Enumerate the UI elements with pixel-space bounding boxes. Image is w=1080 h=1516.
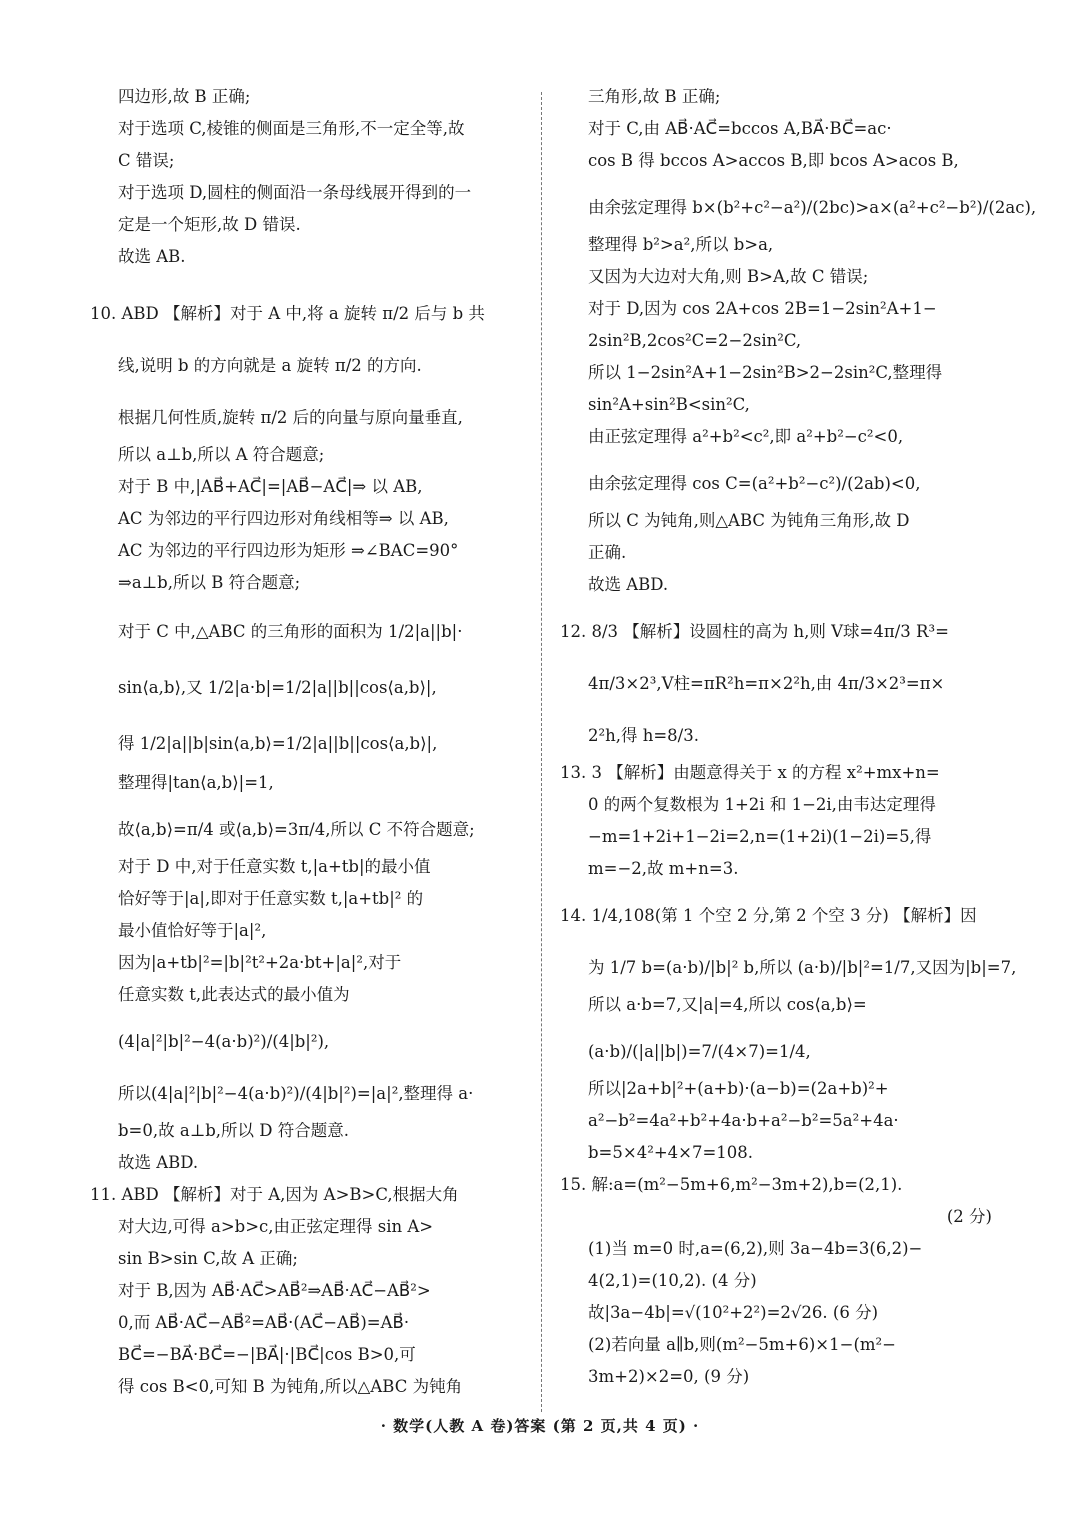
text-line: 正确. bbox=[588, 543, 627, 562]
text-line: 故选 AB. bbox=[118, 247, 186, 266]
text-line: 故|3a−4b|=√(10²+2²)=2√26. (6 分) bbox=[588, 1303, 879, 1322]
text-line: 线,说明 b 的方向就是 a 旋转 π/2 的方向. bbox=[118, 356, 422, 375]
text-line: 为 1/7 b=(a·b)/|b|² b,所以 (a·b)/|b|²=1/7,又因为|b|=7, bbox=[588, 958, 1017, 977]
text-line: 对大边,可得 a>b>c,由正弦定理得 sin A> bbox=[118, 1217, 434, 1236]
text-line: −m=1+2i+1−2i=2,n=(1+2i)(1−2i)=5,得 bbox=[588, 827, 932, 846]
text-line: 2sin²B,2cos²C=2−2sin²C, bbox=[588, 331, 802, 350]
text-line: 所以 C 为钝角,则△ABC 为钝角三角形,故 D bbox=[588, 511, 910, 530]
text-line: 恰好等于|a|,即对于任意实数 t,|a+tb|² 的 bbox=[118, 889, 424, 908]
text-line: 最小值恰好等于|a|², bbox=[118, 921, 267, 940]
text-line: 对于选项 D,圆柱的侧面沿一条母线展开得到的一 bbox=[118, 183, 472, 202]
text-line: sin²A+sin²B<sin²C, bbox=[588, 395, 750, 414]
text-line: 对于 C 中,△ABC 的三角形的面积为 1/2|a||b|· bbox=[118, 622, 463, 641]
text-line: 整理得|tan⟨a,b⟩|=1, bbox=[118, 773, 274, 792]
text-line: 2²h,得 h=8/3. bbox=[588, 726, 699, 745]
text-line: b=0,故 a⊥b,所以 D 符合题意. bbox=[118, 1121, 349, 1140]
text-line: 故选 ABD. bbox=[588, 575, 669, 594]
text-line: 4(2,1)=(10,2). (4 分) bbox=[588, 1271, 757, 1290]
text-line: 对于选项 C,棱锥的侧面是三角形,不一定全等,故 bbox=[118, 119, 465, 138]
text-line: 对于 B 中,|AB⃗+AC⃗|=|AB⃗−AC⃗|⇒ 以 AB, bbox=[118, 477, 423, 496]
text-line: 对于 C,由 AB⃗·AC⃗=bccos A,BA⃗·BC⃗=ac· bbox=[588, 119, 892, 138]
text-line: 12. 8/3 【解析】设圆柱的高为 h,则 V球=4π/3 R³= bbox=[560, 622, 949, 641]
text-line: 0 的两个复数根为 1+2i 和 1−2i,由韦达定理得 bbox=[588, 795, 936, 814]
text-line: 三角形,故 B 正确; bbox=[588, 87, 721, 106]
text-line: 0,而 AB⃗·AC⃗−AB⃗²=AB⃗·(AC⃗−AB⃗)=AB⃗· bbox=[118, 1313, 410, 1332]
text-line: AC 为邻边的平行四边形对角线相等⇒ 以 AB, bbox=[118, 509, 449, 528]
text-line: AC 为邻边的平行四边形为矩形 ⇒∠BAC=90° bbox=[118, 541, 459, 560]
text-line: 所以(4|a|²|b|²−4(a·b)²)/(4|b|²)=|a|²,整理得 a· bbox=[118, 1084, 474, 1103]
text-line: 15. 解:a=(m²−5m+6,m²−3m+2),b=(2,1). bbox=[560, 1175, 903, 1194]
text-line: C 错误; bbox=[118, 151, 175, 170]
text-line: 所以 a⊥b,所以 A 符合题意; bbox=[118, 445, 325, 464]
text-line: BC⃗=−BA⃗·BC⃗=−|BA⃗|·|BC⃗|cos B>0,可 bbox=[118, 1345, 416, 1364]
text-line: 由余弦定理得 b×(b²+c²−a²)/(2bc)>a×(a²+c²−b²)/(2ac), bbox=[588, 198, 1037, 217]
text-line: 10. ABD 【解析】对于 A 中,将 a 旋转 π/2 后与 b 共 bbox=[90, 304, 485, 323]
text-line: 根据几何性质,旋转 π/2 后的向量与原向量垂直, bbox=[118, 408, 463, 427]
text-line: sin⟨a,b⟩,又 1/2|a·b|=1/2|a||b||cos⟨a,b⟩|, bbox=[118, 678, 437, 697]
text-line: 又因为大边对大角,则 B>A,故 C 错误; bbox=[588, 267, 869, 286]
text-line: 对于 D,因为 cos 2A+cos 2B=1−2sin²A+1− bbox=[588, 299, 937, 318]
text-line: (4|a|²|b|²−4(a·b)²)/(4|b|²), bbox=[118, 1032, 330, 1051]
text-line: cos B 得 bccos A>accos B,即 bcos A>acos B, bbox=[588, 151, 959, 170]
page-footer: · 数学(人教 A 卷)答案 (第 2 页,共 4 页) · bbox=[380, 1417, 700, 1435]
text-line: 得 1/2|a||b|sin⟨a,b⟩=1/2|a||b||cos⟨a,b⟩|, bbox=[118, 734, 438, 753]
text-line: (a·b)/(|a||b|)=7/(4×7)=1/4, bbox=[588, 1042, 811, 1061]
text-line: 11. ABD 【解析】对于 A,因为 A>B>C,根据大角 bbox=[90, 1185, 459, 1204]
text-line: 所以 a·b=7,又|a|=4,所以 cos⟨a,b⟩= bbox=[588, 995, 867, 1014]
text-line: 整理得 b²>a²,所以 b>a, bbox=[588, 235, 774, 254]
text-line: 4π/3×2³,V柱=πR²h=π×2²h,由 4π/3×2³=π× bbox=[588, 674, 945, 693]
text-line: 四边形,故 B 正确; bbox=[118, 87, 251, 106]
text-line: 13. 3 【解析】由题意得关于 x 的方程 x²+mx+n= bbox=[560, 763, 940, 782]
text-line: (2 分) bbox=[946, 1207, 992, 1226]
text-line: 3m+2)×2=0, (9 分) bbox=[588, 1367, 750, 1386]
text-line: 得 cos B<0,可知 B 为钝角,所以△ABC 为钝角 bbox=[118, 1377, 463, 1396]
right-column bbox=[560, 86, 1037, 1398]
text-line: (1)当 m=0 时,a=(6,2),则 3a−4b=3(6,2)− bbox=[588, 1239, 923, 1258]
text-line: ⇒a⊥b,所以 B 符合题意; bbox=[118, 573, 301, 592]
text-line: 由正弦定理得 a²+b²<c²,即 a²+b²−c²<0, bbox=[588, 427, 904, 446]
text-line: 故⟨a,b⟩=π/4 或⟨a,b⟩=3π/4,所以 C 不符合题意; bbox=[118, 820, 475, 839]
text-line: 因为|a+tb|²=|b|²t²+2a·bt+|a|²,对于 bbox=[118, 953, 402, 972]
text-line: 所以|2a+b|²+(a+b)·(a−b)=(2a+b)²+ bbox=[588, 1079, 889, 1098]
text-line: 定是一个矩形,故 D 错误. bbox=[118, 215, 301, 234]
text-line: m=−2,故 m+n=3. bbox=[588, 859, 739, 878]
text-line: 对于 B,因为 AB⃗·AC⃗>AB⃗²⇒AB⃗·AC⃗−AB⃗²> bbox=[118, 1281, 431, 1300]
text-line: 由余弦定理得 cos C=(a²+b²−c²)/(2ab)<0, bbox=[588, 474, 921, 493]
text-line: 任意实数 t,此表达式的最小值为 bbox=[118, 985, 350, 1004]
text-line: 对于 D 中,对于任意实数 t,|a+tb|的最小值 bbox=[118, 857, 431, 876]
column-divider bbox=[541, 92, 542, 1412]
text-line: b=5×4²+4×7=108. bbox=[588, 1143, 754, 1162]
text-line: 14. 1/4,108(第 1 个空 2 分,第 2 个空 3 分) 【解析】因 bbox=[560, 906, 977, 925]
text-line: a²−b²=4a²+b²+4a·b+a²−b²=5a²+4a· bbox=[588, 1111, 899, 1130]
text-line: 所以 1−2sin²A+1−2sin²B>2−2sin²C,整理得 bbox=[588, 363, 943, 382]
text-line: 故选 ABD. bbox=[118, 1153, 199, 1172]
text-line: (2)若向量 a∥b,则(m²−5m+6)×1−(m²− bbox=[588, 1335, 896, 1354]
text-line: sin B>sin C,故 A 正确; bbox=[118, 1249, 298, 1268]
left-column bbox=[90, 86, 522, 1408]
